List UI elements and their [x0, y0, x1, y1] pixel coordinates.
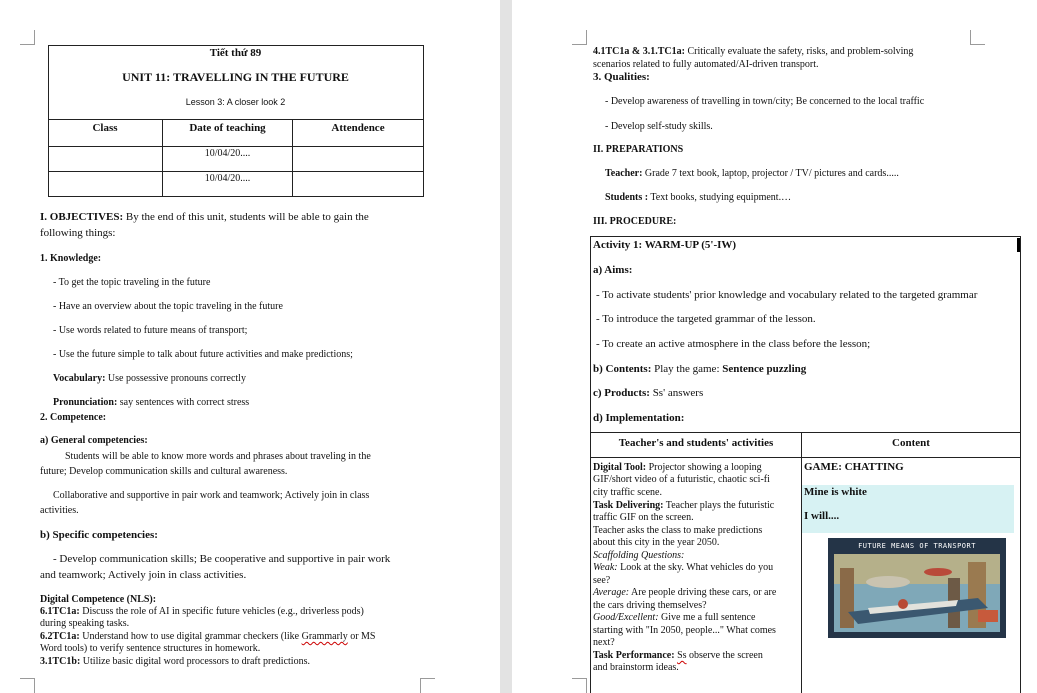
digital-text: Utilize basic digital word processors to draft predictions. [80, 656, 310, 667]
teacher-label: Teacher: [605, 168, 643, 179]
qualities-heading: 3. Qualities: [593, 71, 650, 83]
pronunciation-line [53, 397, 249, 408]
students-label: Students : [605, 192, 649, 203]
good-text: Give me a full sentence [658, 612, 756, 623]
nls-line [593, 46, 913, 57]
digital-code: 6.1TC1a: [40, 606, 80, 617]
task-delivering-text: Teacher plays the futuristic [663, 500, 775, 511]
procedure-heading: III. PROCEDURE: [593, 216, 677, 227]
weak-text: see? [593, 575, 611, 586]
contents-line [593, 363, 806, 375]
objectives-line [40, 211, 369, 223]
qualities-item: - Develop awareness of travelling in town/city; Be concerned to the local traffic [605, 96, 925, 107]
spellcheck-word[interactable]: Grammarly [301, 631, 348, 642]
column-header-class: Class [92, 122, 118, 134]
digital-tool-line [593, 462, 762, 473]
page-gap [500, 0, 512, 693]
general-competencies-text: future; Develop communication skills and cultural awareness. [40, 466, 288, 477]
document-page-right [512, 0, 1037, 693]
aims-item: - To create an active atmosphere in the class before the lesson; [596, 338, 871, 350]
vocabulary-line [53, 373, 246, 384]
game-sentence: Mine is white [804, 486, 867, 498]
digital-tool-text: Projector showing a looping [646, 462, 762, 473]
aims-heading: a) Aims: [593, 264, 633, 276]
crop-mark [572, 678, 587, 693]
contents-text: Play the game: [651, 363, 723, 375]
task-delivering-text: about this city in the year 2050. [593, 537, 720, 548]
image-caption: FUTURE MEANS OF TRANSPORT [858, 542, 976, 550]
column-header-date: Date of teaching [189, 122, 266, 134]
vocabulary-label: Vocabulary: [53, 373, 106, 384]
general-competencies-text: Students will be able to know more words and phrases about traveling in the [65, 451, 371, 462]
task-delivering-text: traffic GIF on the screen. [593, 512, 694, 523]
students-prep [605, 192, 791, 203]
digital-item-6-1 [40, 606, 364, 617]
good-text: starting with "In 2050, people..." What comes [593, 625, 776, 636]
qualities-item: - Develop self-study skills. [605, 121, 713, 132]
crop-mark [20, 30, 35, 45]
good-text: next? [593, 637, 615, 648]
teacher-text: Grade 7 text book, laptop, projector / TV/ pictures and cards..... [642, 168, 899, 179]
good-label: Good/Excellent: [593, 612, 659, 623]
nls-text: Critically evaluate the safety, risks, and problem-solving [684, 46, 914, 57]
weak-question [593, 562, 773, 573]
game-name: Sentence puzzling [722, 363, 807, 375]
products-text: Ss' answers [649, 387, 704, 399]
lesson-title: Lesson 3: A closer look 2 [185, 97, 286, 107]
aims-item: - To introduce the targeted grammar of the lesson. [596, 313, 816, 325]
average-text: Are people driving these cars, or are [629, 587, 777, 598]
nls-text: scenarios related to fully automated/AI-driven transport. [593, 59, 819, 70]
collaborative-text: Collaborative and supportive in pair work and teamwork; Actively join in class [53, 490, 370, 501]
weak-text: Look at the sky. What vehicles do you [617, 562, 774, 573]
task-delivering-line [593, 500, 774, 511]
task-delivering-text: Teacher asks the class to make predictions [593, 525, 763, 536]
digital-tool-text: GIF/short video of a futuristic, chaotic sci-fi [593, 474, 770, 485]
digital-text: Word tools) to verify sentence structures in homework. [40, 643, 261, 654]
unit-title: UNIT 11: TRAVELLING IN THE FUTURE [122, 70, 349, 84]
digital-code: 3.1TC1b: [40, 656, 81, 667]
good-question [593, 612, 755, 623]
nls-code: 4.1TC1a & 3.1.TC1a: [593, 46, 685, 57]
pronunciation-text: say sentences with correct stress [117, 397, 250, 408]
students-text: Text books, studying equipment.… [648, 192, 792, 203]
knowledge-item: - To get the topic traveling in the future [53, 277, 211, 288]
knowledge-item: - Use the future simple to talk about future activities and make predictions; [53, 349, 353, 360]
column-header-attendence: Attendence [331, 122, 385, 134]
digital-code: 6.2TC1a: [40, 631, 80, 642]
specific-competencies-text: - Develop communication skills; Be cooperative and supportive in pair work [53, 553, 391, 565]
sci-fi-city-illustration [828, 538, 1006, 638]
digital-text: Understand how to use digital grammar checkers (like [79, 631, 302, 642]
contents-label: b) Contents: [593, 363, 652, 375]
task-delivering-label: Task Delivering: [593, 500, 664, 511]
digital-text: or MS [347, 631, 376, 642]
knowledge-item: - Use words related to future means of transport; [53, 325, 248, 336]
digital-item-6-2 [40, 631, 376, 642]
activity-title: Activity 1: WARM-UP (5'-IW) [593, 239, 737, 251]
crop-mark [572, 30, 587, 45]
specific-competencies-heading: b) Specific competencies: [40, 529, 158, 541]
vocabulary-text: Use possessive pronouns correctly [105, 373, 246, 384]
knowledge-item: - Have an overview about the topic traveling in the future [53, 301, 283, 312]
game-sentence: I will.... [804, 510, 840, 522]
digital-tool-label: Digital Tool: [593, 462, 647, 473]
competence-heading: 2. Competence: [40, 412, 107, 423]
teacher-prep [605, 168, 899, 179]
crop-mark [420, 678, 435, 693]
pronunciation-label: Pronunciation: [53, 397, 118, 408]
scaffolding-heading: Scaffolding Questions: [593, 550, 685, 561]
objectives-text: By the end of this unit, students will be able to gain the [123, 211, 369, 223]
knowledge-heading: 1. Knowledge: [40, 253, 102, 264]
products-line [593, 387, 703, 399]
spellcheck-word[interactable]: Ss [677, 650, 687, 661]
specific-competencies-text: and teamwork; Actively join in class activities. [40, 569, 247, 581]
crop-mark [970, 30, 985, 45]
document-page-left [0, 0, 500, 693]
task-performance-line [593, 650, 763, 661]
average-label: Average: [593, 587, 630, 598]
aims-item: - To activate students' prior knowledge and vocabulary related to the targeted grammar [596, 289, 978, 301]
digital-tool-text: city traffic scene. [593, 487, 662, 498]
implementation-heading: d) Implementation: [593, 412, 685, 424]
table-header-content: Content [892, 437, 930, 449]
lesson-number: Tiết thứ 89 [209, 47, 262, 59]
digital-text: Discuss the role of AI in specific future vehicles (e.g., driverless pods) [79, 606, 364, 617]
objectives-label: I. OBJECTIVES: [40, 211, 124, 223]
average-question [593, 587, 776, 598]
collaborative-text: activities. [40, 505, 79, 516]
preparations-heading: II. PREPARATIONS [593, 144, 684, 155]
digital-competence-heading: Digital Competence (NLS): [40, 594, 157, 605]
crop-mark [20, 678, 35, 693]
task-performance-text: and brainstorm ideas. [593, 662, 679, 673]
table-cell-date: 10/04/20.... [204, 173, 251, 184]
average-text: the cars driving themselves? [593, 600, 707, 611]
task-performance-text: observe the screen [686, 650, 763, 661]
future-transport-image [828, 538, 1006, 638]
task-performance-label: Task Performance: [593, 650, 675, 661]
table-header-activities: Teacher's and students' activities [618, 437, 774, 449]
digital-text: during speaking tasks. [40, 618, 130, 629]
general-competencies-heading: a) General competencies: [40, 435, 148, 446]
objectives-text: following things: [40, 227, 116, 239]
products-label: c) Products: [593, 387, 650, 399]
weak-label: Weak: [593, 562, 618, 573]
digital-item-3-1 [40, 656, 310, 667]
game-title: GAME: CHATTING [804, 461, 904, 473]
table-cell-date: 10/04/20.... [204, 148, 251, 159]
